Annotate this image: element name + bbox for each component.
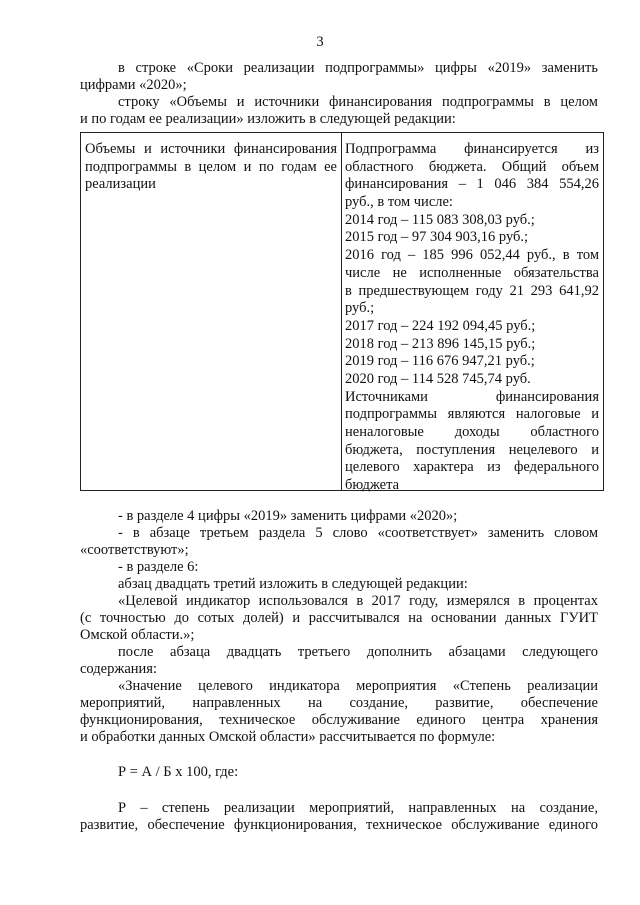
body-line: - в разделе 6: [118,559,199,575]
table-cell-label [85,141,337,194]
table-value-line: бюджета [345,477,400,494]
table-label-line: подпрограммы в целом и по годам ее [85,158,337,175]
body-line: после абзаца двадцать третьего дополнить абзацами следующего [118,644,598,660]
table-label-line: Объемы и источники финансирования [85,141,337,157]
intro-line-3: строку «Объемы и источники финансирования подпрограммы в целом [118,94,598,110]
body-line: «соответствуют»; [80,542,189,558]
body-line: - в разделе 4 цифры «2019» заменить цифрами «2020»; [118,508,458,524]
table-value-line: в предшествующем году 21 293 641,92 [345,282,599,299]
intro-line-1: в строке «Сроки реализации подпрограммы» цифры «2019» заменить [118,60,598,76]
intro-line-4: и по годам ее реализации» изложить в следующей редакции: [80,111,456,127]
table-label-line: реализации [85,176,156,193]
table-value-line: 2019 год – 116 676 947,21 руб.; [345,353,535,370]
body-line: Омской области.»; [80,627,195,643]
body-line: - в абзаце третьем раздела 5 слово «соответствует» заменить словом [118,525,598,541]
table-value-line: целевого характера из федерального [345,459,599,476]
table-column-divider [341,133,342,490]
table-value-line: финансирования – 1 046 384 554,26 [345,176,599,193]
table-value-line: 2018 год – 213 896 145,15 руб.; [345,335,536,352]
body-line: мероприятий, направленных на создание, развитие, обеспечение [80,695,598,711]
table-value-line: областного бюджета. Общий объем [345,158,599,175]
table-value-line: Подпрограмма финансируется из [345,141,599,157]
body-line: «Целевой индикатор использовался в 2017 году, измерялся в процентах [118,593,598,609]
table-value-line: числе не исполненные обязательства [345,264,599,281]
body-line: Р – степень реализации мероприятий, направленных на создание, [118,800,598,816]
table-value-line: руб.; [345,300,375,317]
body-line: содержания: [80,661,158,677]
financing-table [80,132,604,494]
body-line: «Значение целевого индикатора мероприятия «Степень реализации [118,678,598,694]
table-value-line: 2015 год – 97 304 903,16 руб.; [345,229,529,246]
body-line: функционирования, техническое обслуживание единого центра хранения [80,712,598,728]
table-cell-value [345,141,599,495]
table-value-line: 2014 год – 115 083 308,03 руб.; [345,211,535,228]
body-line: абзац двадцать третий изложить в следующей редакции: [118,576,468,592]
table-value-line: неналоговые доходы областного [345,424,599,440]
table-value-line: бюджета, поступления нецелевого и [345,441,599,458]
table-value-line: 2020 год – 114 528 745,74 руб. [345,370,531,387]
intro-line-2: цифрами «2020»; [80,77,187,93]
body-line: развитие, обеспечение функционирования, техническое обслуживание единого [80,817,598,833]
table-value-line: Источниками финансирования [345,388,599,405]
body-line: и обработки данных Омской области» рассчитывается по формуле: [80,729,496,745]
table-value-line: 2017 год – 224 192 094,45 руб.; [345,317,536,334]
page-number: 3 [316,34,324,50]
table-value-line: 2016 год – 185 996 052,44 руб., в том [345,247,599,264]
formula: Р = А / Б х 100, где: [118,764,239,780]
table-value-line: руб., в том числе: [345,194,453,211]
body-line: (с точностью до сотых долей) и рассчитывался на основании данных ГУИТ [80,610,598,626]
table-value-line: подпрограммы являются налоговые и [345,406,599,423]
